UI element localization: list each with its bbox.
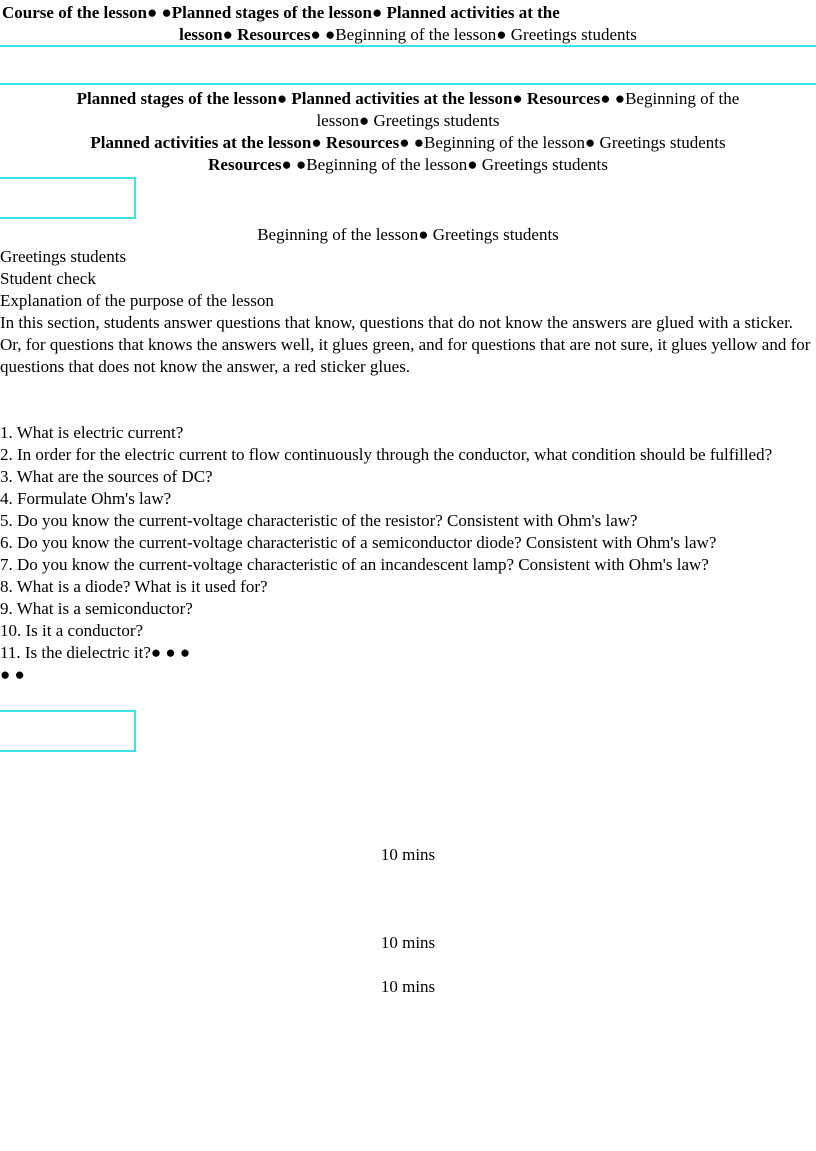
question-item: 4. Formulate Ohm's law? bbox=[0, 489, 172, 508]
empty-cell-box-1 bbox=[0, 177, 136, 219]
block1-line-1-normal: Beginning of the bbox=[625, 89, 740, 108]
header-line-2-bold: lesson● Resources● ● bbox=[179, 25, 336, 44]
duration-label bbox=[0, 844, 816, 866]
lesson-steps bbox=[0, 246, 812, 378]
question-item: 1. What is electric current? bbox=[0, 423, 184, 442]
block1-line-3-normal: Beginning of the lesson● Greetings students bbox=[424, 133, 726, 152]
divider-rule-1 bbox=[0, 45, 816, 47]
question-item: 11. Is the dielectric it?● ● ● bbox=[0, 643, 191, 662]
lesson-step-item: Student check bbox=[0, 269, 96, 288]
question-list bbox=[0, 422, 812, 686]
question-item: 5. Do you know the current-voltage characteristic of the resistor? Consistent with Ohm's law? bbox=[0, 511, 638, 530]
block1-line-3-bold: Planned activities at the lesson● Resources● ● bbox=[90, 133, 425, 152]
duration-label bbox=[0, 932, 816, 954]
lesson-step-item: Explanation of the purpose of the lesson bbox=[0, 291, 274, 310]
question-item: 3. What are the sources of DC? bbox=[0, 467, 213, 486]
instruction-paragraph-2: Or, for questions that knows the answers well, it glues green, and for questions that are not sure, it glues yellow and for questions that does not know the answer, a red sticker glues. bbox=[0, 335, 811, 376]
block2-center-line bbox=[0, 224, 816, 246]
question-item: 9. What is a semiconductor? bbox=[0, 599, 193, 618]
empty-cell-box-2 bbox=[0, 710, 136, 752]
divider-rule-2 bbox=[0, 83, 816, 85]
block1-line-4 bbox=[0, 154, 816, 176]
block1-line-2-text: lesson● Greetings students bbox=[316, 111, 500, 130]
duration-text-3: 10 mins bbox=[380, 977, 436, 996]
header-line-2 bbox=[0, 24, 816, 46]
question-item: 6. Do you know the current-voltage characteristic of a semiconductor diode? Consistent with Ohm's law? bbox=[0, 533, 717, 552]
block1-line-4-bold: Resources● ● bbox=[208, 155, 307, 174]
question-item: 8. What is a diode? What is it used for? bbox=[0, 577, 268, 596]
duration-label bbox=[0, 976, 816, 998]
block1-line-1-bold: Planned stages of the lesson● Planned activities at the lesson● Resources● ● bbox=[76, 89, 626, 108]
question-item: 7. Do you know the current-voltage characteristic of an incandescent lamp? Consistent with Ohm's law? bbox=[0, 555, 709, 574]
lesson-step-item: Greetings students bbox=[0, 247, 127, 266]
block1-line-3 bbox=[0, 132, 816, 154]
instruction-paragraph-1: In this section, students answer questions that know, questions that do not know the answers are glued with a sticker. bbox=[0, 313, 794, 332]
question-item: 10. Is it a conductor? bbox=[0, 621, 144, 640]
header-line-1-text: Course of the lesson● ●Planned stages of the lesson● Planned activities at the bbox=[2, 3, 560, 22]
block2-center-text: Beginning of the lesson● Greetings students bbox=[257, 225, 559, 244]
question-item: 2. In order for the electric current to flow continuously through the conductor, what condition should be fulfilled? bbox=[0, 445, 773, 464]
block1-line-4-normal: Beginning of the lesson● Greetings students bbox=[306, 155, 608, 174]
block1-line-2 bbox=[0, 110, 816, 132]
duration-text-1: 10 mins bbox=[380, 845, 436, 864]
block1-line-1 bbox=[0, 88, 816, 110]
header-line-1 bbox=[2, 2, 816, 24]
header-line-2-normal: Beginning of the lesson● Greetings students bbox=[335, 25, 637, 44]
trailing-bullets: ● ● bbox=[0, 665, 25, 684]
duration-text-2: 10 mins bbox=[380, 933, 436, 952]
